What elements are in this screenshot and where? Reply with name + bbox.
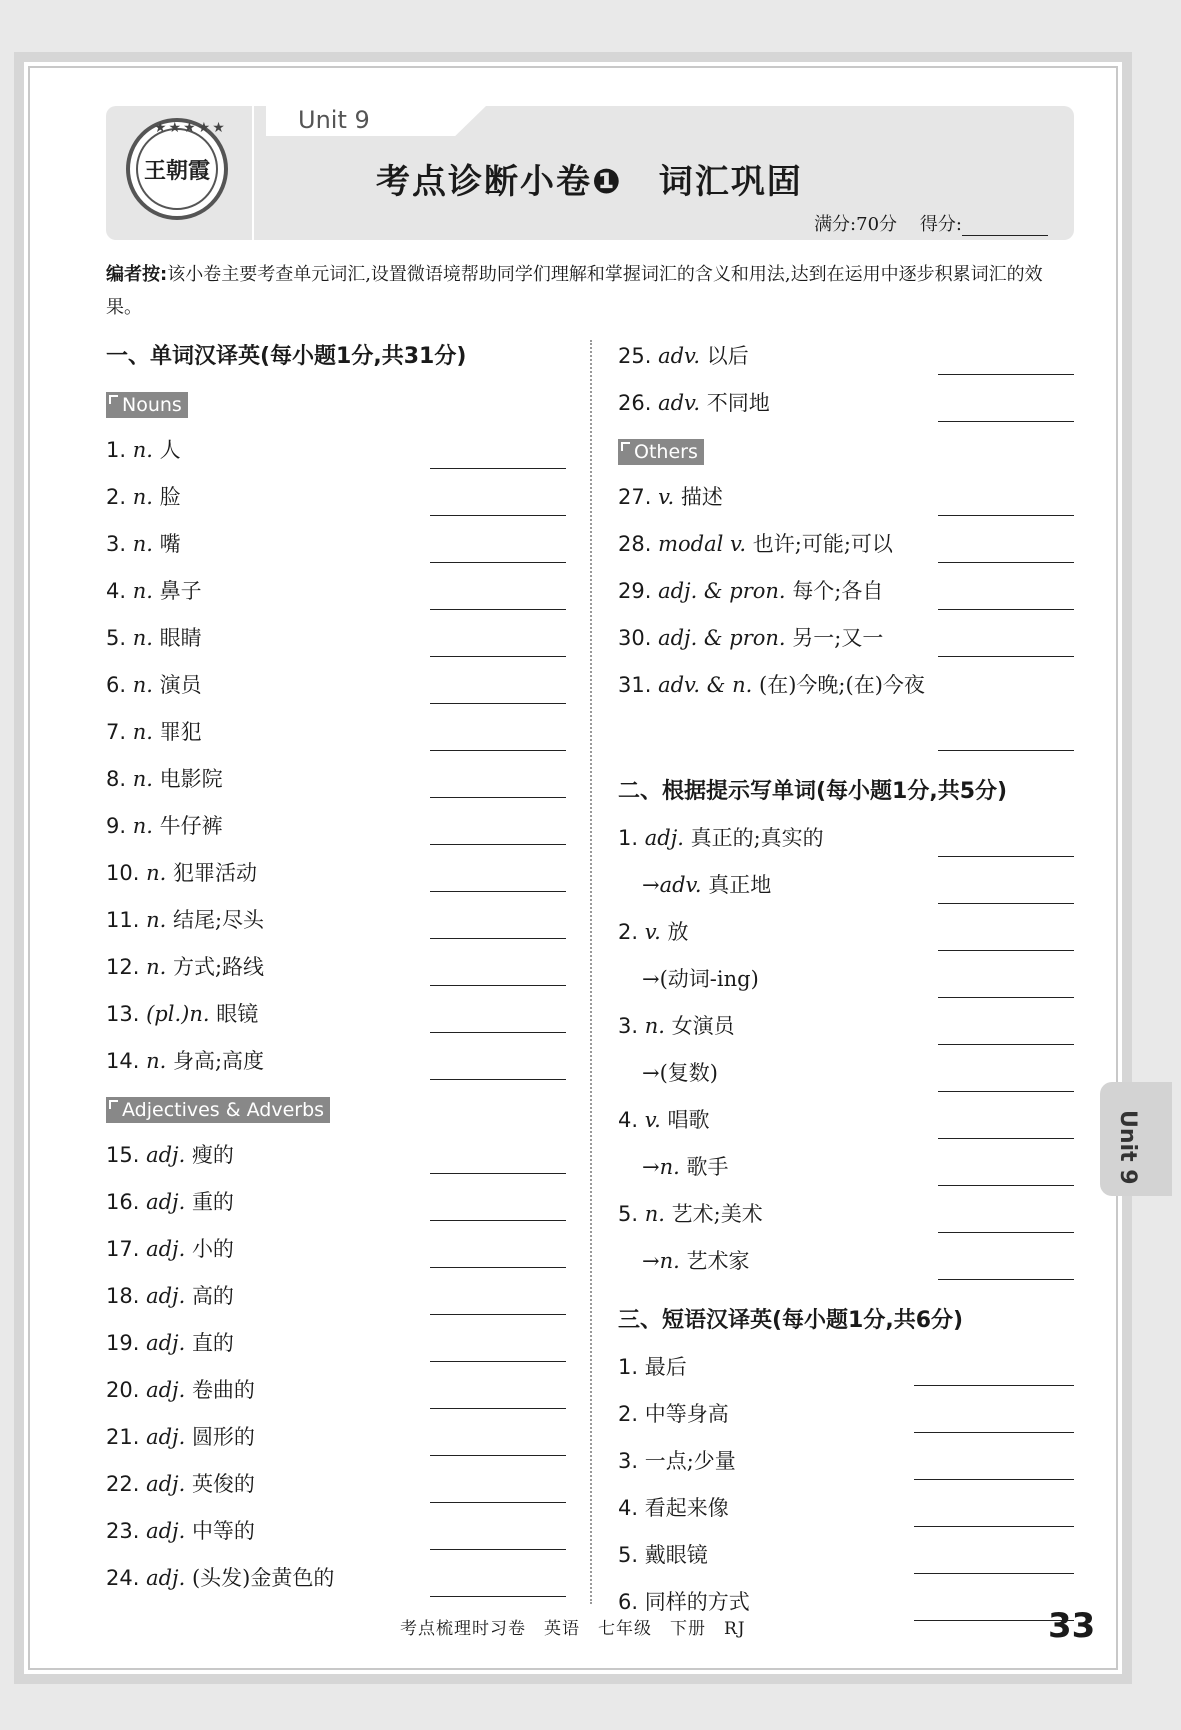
item-number: 5. [106,626,127,650]
list-item [618,385,1074,432]
list-item [618,338,1074,385]
item-pos: adv. [658,391,701,415]
list-item [618,1055,1074,1102]
item-number: 20. [106,1378,140,1402]
item-text: 中等身高 [644,1402,729,1426]
item-pos: →adv. [642,873,702,897]
item-text: 方式;路线 [172,955,265,979]
item-number: 25. [618,344,652,368]
item-text: 真正地 [708,873,772,897]
item-text: 直的 [191,1331,234,1355]
answer-blank[interactable] [430,1455,566,1456]
item-number: 28. [618,532,652,556]
item-number: 16. [106,1190,140,1214]
item-number: 1. [618,826,639,850]
right-column [618,338,1074,1631]
list-item [106,479,566,526]
answer-blank[interactable] [430,891,566,892]
list-item [106,1278,566,1325]
list-item [618,1443,1074,1490]
item-text: 身高;高度 [172,1049,265,1073]
answer-blank[interactable] [430,1032,566,1033]
list-item [618,573,1074,620]
answer-blank[interactable] [430,985,566,986]
item-pos: n. [132,579,153,603]
answer-blank[interactable] [938,421,1074,422]
category-adjectives-adverbs: Adjectives & Adverbs [106,1097,330,1123]
item-text: 以后 [706,344,749,368]
answer-blank[interactable] [938,609,1074,610]
side-unit-tab [1100,1082,1172,1196]
answer-blank[interactable] [938,750,1074,751]
list-item [106,949,566,996]
item-pos: n. [132,438,153,462]
item-text: 不同地 [706,391,770,415]
item-text: 看起来像 [644,1496,729,1520]
item-number: 4. [618,1108,639,1132]
item-text: (在)今晚;(在)今夜 [759,673,925,697]
answer-blank[interactable] [938,950,1074,951]
unit-label: Unit 9 [298,106,370,134]
item-pos: n. [644,1202,665,1226]
item-text: 罪犯 [159,720,202,744]
item-pos: n. [644,1014,665,1038]
item-number: 9. [106,814,127,838]
answer-blank[interactable] [938,1279,1074,1280]
item-number: 11. [106,908,140,932]
answer-blank[interactable] [430,844,566,845]
item-text: 卷曲的 [191,1378,255,1402]
item-pos: n. [132,485,153,509]
item-pos: n. [146,908,167,932]
item-text: 鼻子 [159,579,202,603]
answer-blank[interactable] [430,1173,566,1174]
list-item [106,808,566,855]
answer-blank[interactable] [430,1361,566,1362]
list-item [106,996,566,1043]
item-number: 24. [106,1566,140,1590]
answer-blank[interactable] [430,609,566,610]
answer-blank[interactable] [914,1385,1074,1386]
answer-blank[interactable] [914,1432,1074,1433]
score-blank[interactable] [962,217,1048,236]
answer-blank[interactable] [430,703,566,704]
list-item [106,1231,566,1278]
item-pos: n. [132,626,153,650]
section1-title: 一、单词汉译英(每小题1分,共31分) [106,344,467,369]
item-number: 26. [618,391,652,415]
item-number: 5. [618,1543,639,1567]
answer-blank[interactable] [938,1185,1074,1186]
note-text: 该小卷主要考查单元词汇,设置微语境帮助同学们理解和掌握词汇的含义和用法,达到在运用中逐步积累词汇的效果。 [106,264,1043,318]
answer-blank[interactable] [430,468,566,469]
item-pos: adv. & n. [658,673,753,697]
item-text: 真正的;真实的 [690,826,824,850]
list-item [618,1349,1074,1396]
item-pos: n. [132,720,153,744]
item-number: 29. [618,579,652,603]
item-text: 最后 [644,1355,687,1379]
list-item [618,1490,1074,1537]
item-pos: n. [132,532,153,556]
list-item [106,1372,566,1419]
answer-blank[interactable] [938,1044,1074,1045]
list-item [618,526,1074,573]
list-item [106,620,566,667]
item-text: 戴眼镜 [644,1543,708,1567]
item-pos: adj. [146,1566,186,1590]
item-number: 2. [106,485,127,509]
item-text: 眼睛 [159,626,202,650]
answer-blank[interactable] [938,903,1074,904]
item-number: 7. [106,720,127,744]
item-text: (头发)金黄色的 [191,1566,335,1590]
list-item [106,432,566,479]
page-footer: 考点梳理时习卷 英语 七年级 下册 RJ [400,1619,746,1639]
item-pos: adj. [146,1472,186,1496]
full-score: 满分:70分 [814,214,898,235]
left-column [106,338,566,1607]
item-number: 22. [106,1472,140,1496]
item-text: 犯罪活动 [172,861,257,885]
item-number: 21. [106,1425,140,1449]
item-pos: n. [132,673,153,697]
item-pos: adj. [146,1237,186,1261]
item-number: 31. [618,673,652,697]
answer-blank[interactable] [938,515,1074,516]
item-pos: adj. [146,1143,186,1167]
item-pos: v. [644,920,661,944]
item-text: 小的 [191,1237,234,1261]
item-text: 中等的 [191,1519,255,1543]
list-item [106,1513,566,1560]
answer-blank[interactable] [430,1267,566,1268]
answer-blank[interactable] [938,1091,1074,1092]
item-number: 18. [106,1284,140,1308]
item-pos: adj. [146,1190,186,1214]
page-number: 33 [1048,1606,1096,1646]
item-text: 人 [159,438,181,462]
item-number: 27. [618,485,652,509]
item-text: 每个;各自 [792,579,884,603]
item-text: 描述 [680,485,723,509]
list-item [618,1196,1074,1243]
item-text: 艺术;美术 [671,1202,763,1226]
item-pos: n. [132,814,153,838]
list-item [106,714,566,761]
item-pos: →n. [642,1155,680,1179]
item-number: 1. [618,1355,639,1379]
item-pos: n. [146,861,167,885]
item-text: 女演员 [671,1014,735,1038]
item-text: 结尾;尽头 [172,908,265,932]
item-number: 4. [618,1496,639,1520]
answer-blank[interactable] [430,1220,566,1221]
item-pos: n. [132,767,153,791]
list-item [618,961,1074,1008]
item-number: 13. [106,1002,140,1026]
list-item [618,1537,1074,1584]
item-number: 12. [106,955,140,979]
answer-blank[interactable] [430,797,566,798]
list-item [618,1149,1074,1196]
item-pos: adj. [146,1331,186,1355]
category-nouns: Nouns [106,392,188,418]
list-item [106,1137,566,1184]
note-label: 编者按: [106,264,168,285]
list-item [106,1184,566,1231]
item-text: 脸 [159,485,181,509]
item-number: 8. [106,767,127,791]
list-item [106,1466,566,1513]
item-pos: adj. [146,1284,186,1308]
answer-blank[interactable] [430,515,566,516]
item-number: 4. [106,579,127,603]
item-number: 14. [106,1049,140,1073]
list-item [106,1043,566,1090]
item-text: 嘴 [159,532,181,556]
answer-blank[interactable] [938,997,1074,998]
header-separator [252,106,254,240]
item-text: 牛仔裤 [159,814,223,838]
item-number: 6. [618,1590,639,1614]
item-number: 3. [106,532,127,556]
answer-blank[interactable] [430,1596,566,1597]
list-item [618,1243,1074,1290]
brand-logo [126,118,228,220]
answer-blank[interactable] [938,1138,1074,1139]
item-pos: adj. [146,1519,186,1543]
answer-blank[interactable] [430,1502,566,1503]
item-number: 6. [106,673,127,697]
item-text: 艺术家 [686,1249,750,1273]
item-pos: n. [146,1049,167,1073]
item-text: →(动词-ing) [642,967,759,991]
item-pos: v. [658,485,675,509]
item-pos: modal v. [658,532,747,556]
item-text: 也许;可能;可以 [752,532,893,556]
item-text: 重的 [191,1190,234,1214]
item-number: 3. [618,1449,639,1473]
item-pos: adv. [658,344,701,368]
item-pos: adj. & pron. [658,579,786,603]
item-pos: adj. [146,1425,186,1449]
list-item [106,855,566,902]
answer-blank[interactable] [430,1408,566,1409]
item-number: 19. [106,1331,140,1355]
item-pos: adj. & pron. [658,626,786,650]
answer-blank[interactable] [430,562,566,563]
item-pos: adj. [644,826,684,850]
answer-blank[interactable] [430,656,566,657]
list-item [106,1325,566,1372]
answer-blank[interactable] [914,1526,1074,1527]
side-unit-label: Unit 9 [1115,1110,1140,1185]
answer-blank[interactable] [430,1314,566,1315]
answer-blank[interactable] [938,374,1074,375]
item-number: 15. [106,1143,140,1167]
list-item [618,479,1074,526]
item-text: 眼镜 [216,1002,259,1026]
list-item [618,1396,1074,1443]
section2-title: 二、根据提示写单词(每小题1分,共5分) [618,779,1008,804]
item-text: 歌手 [686,1155,729,1179]
list-item [618,667,1074,761]
item-number: 23. [106,1519,140,1543]
item-pos: adj. [146,1378,186,1402]
item-text: 放 [667,920,689,944]
logo-text: 王朝霞 [136,128,218,210]
stars-icon: ★★★★★ [154,120,227,136]
item-text: →(复数) [642,1061,718,1085]
list-item [618,1008,1074,1055]
item-text: 演员 [159,673,202,697]
list-item [618,820,1074,867]
header-banner [106,106,1074,240]
item-text: 英俊的 [191,1472,255,1496]
list-item [618,867,1074,914]
list-item [106,667,566,714]
list-item [106,573,566,620]
list-item [618,620,1074,667]
score-line [814,210,1048,236]
item-text: 圆形的 [191,1425,255,1449]
item-text: 同样的方式 [644,1590,750,1614]
item-text: 一点;少量 [644,1449,736,1473]
list-item [106,526,566,573]
list-item [618,914,1074,961]
list-item [618,1102,1074,1149]
column-divider [590,340,592,1604]
item-number: 2. [618,1402,639,1426]
answer-blank[interactable] [430,1549,566,1550]
list-item [106,1419,566,1466]
item-text: 瘦的 [191,1143,234,1167]
answer-blank[interactable] [914,1479,1074,1480]
answer-blank[interactable] [430,1079,566,1080]
answer-blank[interactable] [938,656,1074,657]
item-pos: v. [644,1108,661,1132]
answer-blank[interactable] [914,1573,1074,1574]
item-text: 另一;又一 [792,626,884,650]
answer-blank[interactable] [430,938,566,939]
answer-blank[interactable] [938,562,1074,563]
category-others: Others [618,439,704,465]
page-title: 考点诊断小卷❶ 词汇巩固 [376,162,803,202]
item-number: 10. [106,861,140,885]
item-text: 唱歌 [667,1108,710,1132]
score-label: 得分: [919,214,962,235]
item-pos: →n. [642,1249,680,1273]
list-item [106,902,566,949]
section3-title: 三、短语汉译英(每小题1分,共6分) [618,1308,964,1333]
answer-blank[interactable] [938,856,1074,857]
item-pos: n. [146,955,167,979]
item-pos: (pl.)n. [146,1002,210,1026]
list-item [106,761,566,808]
answer-blank[interactable] [430,750,566,751]
item-number: 2. [618,920,639,944]
answer-blank[interactable] [938,1232,1074,1233]
item-number: 3. [618,1014,639,1038]
item-text: 电影院 [159,767,223,791]
list-item [106,1560,566,1607]
item-number: 30. [618,626,652,650]
item-number: 5. [618,1202,639,1226]
item-number: 1. [106,438,127,462]
item-number: 17. [106,1237,140,1261]
item-text: 高的 [191,1284,234,1308]
editor-note [106,258,1076,324]
